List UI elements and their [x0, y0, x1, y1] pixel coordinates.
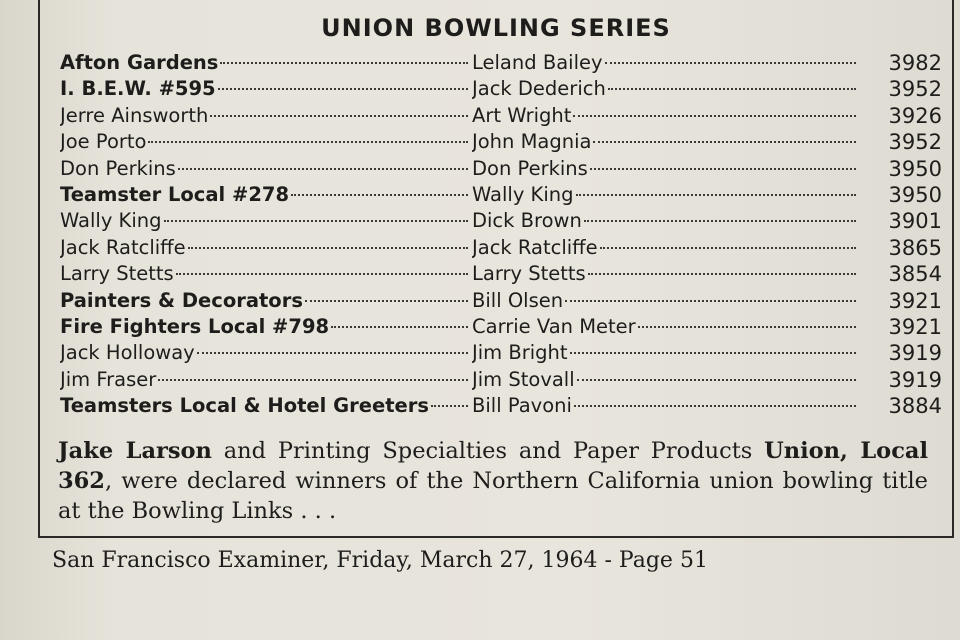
bowler-cell — [472, 156, 858, 182]
result-row — [60, 50, 942, 76]
paragraph-text-1: and Printing Specialties and Paper Products — [211, 438, 765, 464]
team-name: Wally King — [60, 209, 162, 233]
series-score: 3982 — [888, 51, 942, 75]
dot-leader — [576, 194, 857, 196]
series-score: 3921 — [888, 314, 942, 339]
paragraph-text-2: , were declared winners of the Northern California union bowling title at the Bowling Links . . . — [58, 468, 928, 524]
dot-leader — [573, 115, 856, 117]
bowler-name: Jim Stovall — [472, 367, 575, 391]
dot-leader — [305, 300, 468, 302]
team-name: I. B.E.W. #595 — [60, 77, 216, 101]
dot-leader — [197, 352, 468, 354]
article-box — [38, 0, 954, 538]
team-name: Joe Porto — [60, 130, 147, 154]
result-row — [60, 76, 942, 102]
dot-leader — [565, 300, 856, 302]
team-cell — [60, 76, 470, 102]
dot-leader — [176, 273, 468, 275]
dot-leader — [431, 405, 468, 407]
team-name: Larry Stetts — [60, 262, 174, 286]
bowler-name: Art Wright — [472, 103, 572, 127]
paragraph-name-1: Jake Larson — [58, 438, 212, 464]
result-row — [60, 235, 942, 261]
team-cell — [60, 288, 470, 314]
result-row — [60, 103, 942, 129]
dot-leader — [291, 194, 468, 196]
series-score: 3865 — [888, 235, 942, 260]
bowler-cell — [472, 393, 858, 419]
dot-leader — [570, 352, 856, 354]
series-score: 3901 — [888, 209, 942, 234]
dot-leader — [593, 141, 856, 143]
bowler-name: Jack Dederich — [472, 77, 606, 101]
team-name: Fire Fighters Local #798 — [60, 314, 330, 338]
bowler-name: Wally King — [472, 182, 574, 206]
team-name: Jack Ratcliffe — [60, 235, 186, 259]
series-score: 3926 — [888, 103, 942, 128]
bowler-cell — [472, 235, 858, 261]
dot-leader — [605, 62, 856, 64]
dot-leader — [218, 88, 468, 90]
result-row — [60, 208, 942, 234]
bowler-name: John Magnia — [472, 130, 592, 154]
bowler-name: Bill Pavoni — [472, 394, 572, 418]
series-score: 3854 — [888, 262, 942, 287]
bowler-name: Bill Olsen — [472, 288, 564, 312]
series-score: 3950 — [888, 182, 942, 207]
bowler-name: Jim Bright — [472, 341, 568, 365]
team-cell — [60, 156, 470, 182]
results-list — [60, 50, 942, 419]
team-cell — [60, 393, 470, 419]
result-row — [60, 367, 942, 393]
team-cell — [60, 340, 470, 366]
result-row — [60, 393, 942, 419]
bowler-name: Larry Stetts — [472, 262, 586, 286]
team-cell — [60, 182, 470, 208]
series-score: 3952 — [888, 130, 942, 155]
team-name: Jerre Ainsworth — [60, 103, 209, 127]
series-score: 3884 — [888, 394, 942, 419]
paragraph-name-2: Union, Local 362 — [58, 438, 929, 494]
team-cell — [60, 367, 470, 393]
result-row — [60, 288, 942, 314]
dot-leader — [608, 88, 856, 90]
dot-leader — [574, 405, 856, 407]
bowler-cell — [472, 208, 858, 234]
series-score: 3921 — [888, 288, 942, 313]
bowler-name: Don Perkins — [472, 156, 588, 180]
team-cell — [60, 261, 470, 287]
bowler-cell — [472, 314, 858, 340]
bowler-cell — [472, 288, 858, 314]
team-cell — [60, 314, 470, 340]
bowler-cell — [472, 261, 858, 287]
dot-leader — [210, 115, 468, 117]
dot-leader — [588, 273, 856, 275]
bowler-cell — [472, 340, 858, 366]
team-name: Painters & Decorators — [60, 288, 303, 312]
article-title: UNION BOWLING SERIES — [321, 14, 671, 42]
result-row — [60, 261, 942, 287]
dot-leader — [188, 247, 468, 249]
team-name: Don Perkins — [60, 156, 176, 180]
dot-leader — [590, 168, 856, 170]
dot-leader — [600, 247, 856, 249]
result-row — [60, 156, 942, 182]
result-row — [60, 314, 942, 340]
bowler-name: Dick Brown — [472, 209, 582, 233]
series-score: 3950 — [888, 156, 942, 181]
team-name: Teamster Local #278 — [60, 182, 290, 206]
bowler-name: Jack Ratcliffe — [472, 235, 598, 259]
team-name: Afton Gardens — [60, 51, 219, 74]
team-cell — [60, 129, 470, 155]
series-score: 3919 — [888, 341, 942, 366]
dot-leader — [584, 220, 856, 222]
series-score: 3952 — [888, 77, 942, 102]
dot-leader — [331, 326, 468, 328]
team-cell — [60, 103, 470, 129]
bowler-cell — [472, 103, 858, 129]
result-row — [60, 340, 942, 366]
bowler-name: Leland Bailey — [472, 51, 603, 74]
bowler-cell — [472, 129, 858, 155]
team-name: Teamsters Local & Hotel Greeters — [60, 394, 429, 418]
dot-leader — [638, 326, 856, 328]
bowler-name: Carrie Van Meter — [472, 314, 636, 338]
series-score: 3919 — [888, 367, 942, 392]
dot-leader — [148, 141, 468, 143]
bowler-cell — [472, 50, 858, 76]
team-name: Jim Fraser — [60, 367, 157, 391]
bowler-cell — [472, 76, 858, 102]
bowler-cell — [472, 367, 858, 393]
result-row — [60, 182, 942, 208]
team-cell — [60, 235, 470, 261]
dot-leader — [577, 379, 856, 381]
dot-leader — [220, 62, 468, 64]
dot-leader — [178, 168, 468, 170]
source-caption: San Francisco Examiner, Friday, March 27, 1964 - Page 51 — [52, 548, 708, 573]
dot-leader — [164, 220, 469, 222]
bowler-cell — [472, 182, 858, 208]
dot-leader — [158, 379, 468, 381]
result-row — [60, 129, 942, 155]
article-paragraph — [58, 436, 928, 526]
team-cell — [60, 208, 470, 234]
team-cell — [60, 50, 470, 76]
team-name: Jack Holloway — [60, 341, 195, 365]
